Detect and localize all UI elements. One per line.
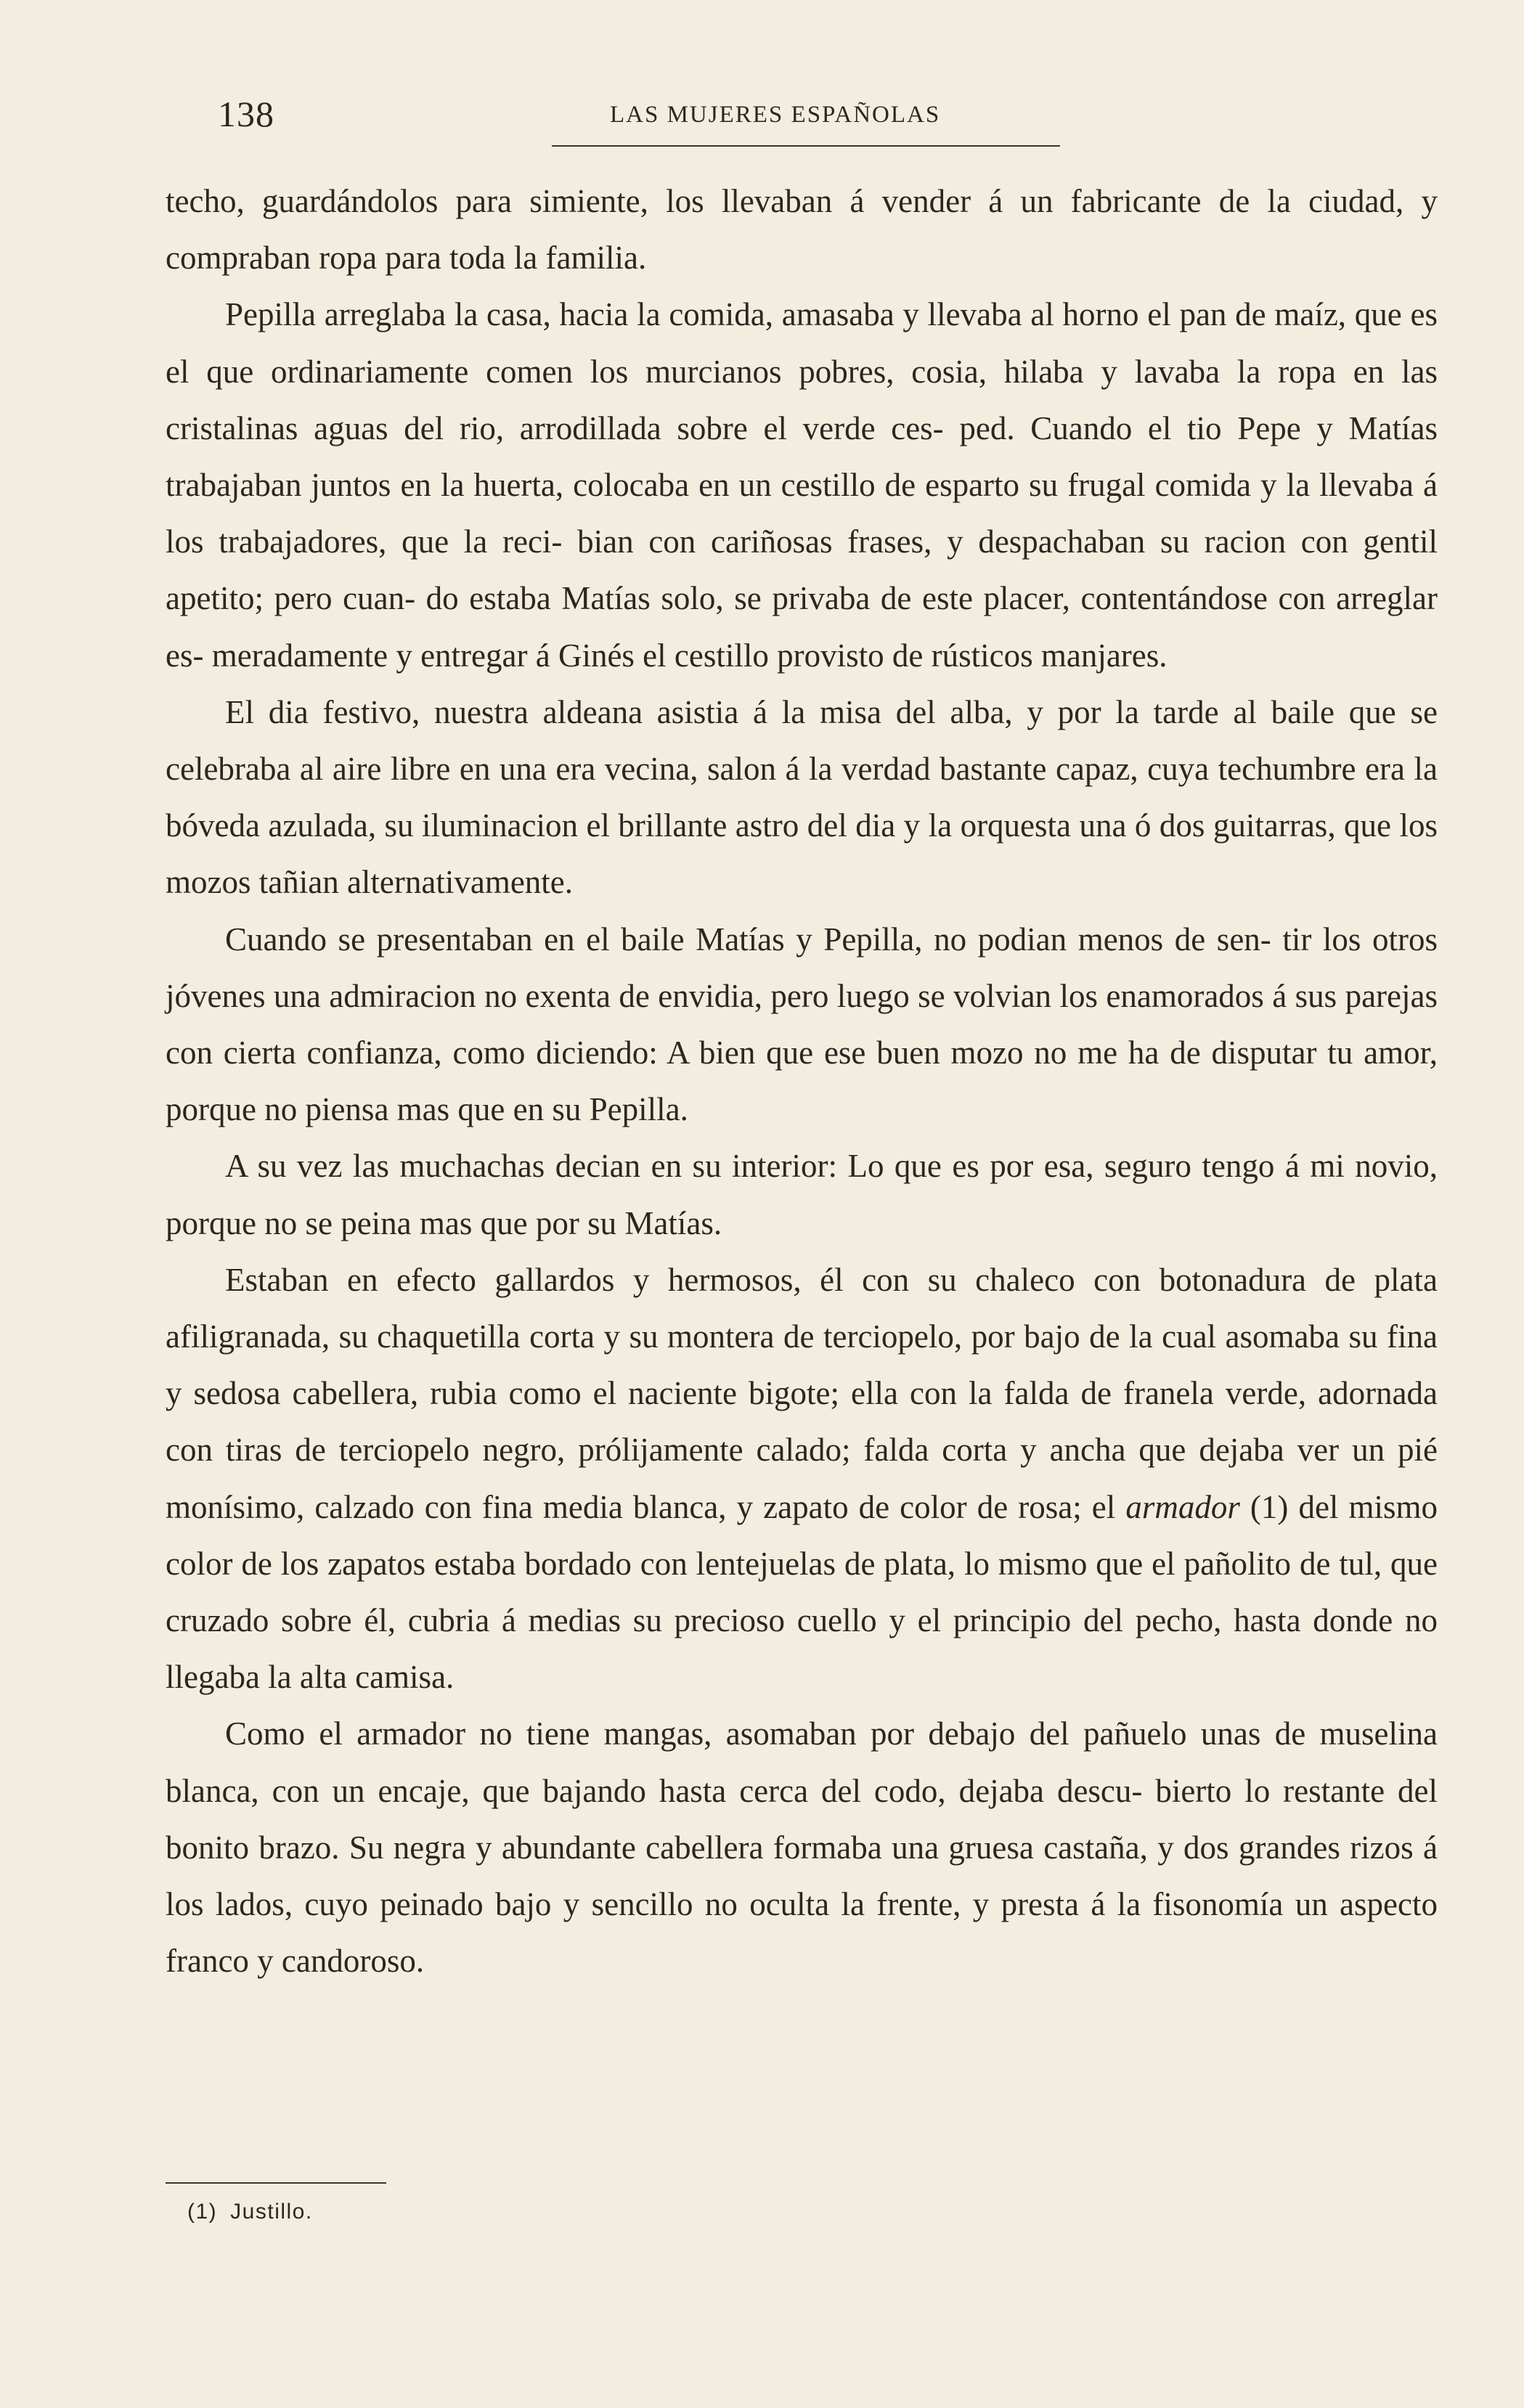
paragraph-6-rest: (1) del mismo color de los zapatos estaba bordado con lentejuelas de plata, lo mismo que el pañolito de tul, que cruzado sobre él, cubria á medias su precioso cuello y el principio del pecho, hasta donde no llegaba la alta camisa. [166, 1488, 1438, 1696]
paragraph-4: Cuando se presentaban en el baile Matías y Pepilla, no podian menos de sen- tir los otros jóvenes una admiracion no exenta de envidia, pero luego se volvian los enamorados á sus parejas con cierta confianza, como diciendo: A bien que ese buen mozo no me ha de disputar tu amor, porque no piensa mas que en su Pepilla. [166, 921, 1438, 1128]
paragraph-6-italic-term: armador [1125, 1488, 1240, 1525]
header-rule [552, 145, 1060, 147]
running-head: LAS MUJERES ESPAÑOLAS [610, 102, 941, 128]
footnote [187, 2200, 313, 2224]
paragraph-7: Como el armador no tiene mangas, asomaban por debajo del pañuelo unas de muselina blanca, con un encaje, que bajando hasta cerca del codo, dejaba descu- bierto lo restante del bonito brazo. Su negra y abundante cabellera formaba una gruesa castaña, y dos grandes rizos á los lados, cuyo peinado bajo y sencillo no oculta la frente, y presta á la fisonomía un aspecto franco y candoroso. [166, 1715, 1438, 1980]
paragraph-3: El dia festivo, nuestra aldeana asistia á la misa del alba, y por la tarde al baile que se celebraba al aire libre en una era vecina, salon á la verdad bastante capaz, cuya techumbre era la bóveda azulada, su iluminacion el brillante astro del dia y la orquesta una ó dos guitarras, que los mozos tañian alternativamente. [166, 693, 1438, 901]
body-text [166, 173, 1438, 1990]
page-number: 138 [218, 94, 274, 134]
paragraph-2: Pepilla arreglaba la casa, hacia la comida, amasaba y llevaba al horno el pan de maíz, que es el que ordinariamente comen los murcianos pobres, cosia, hilaba y lavaba la ropa en las cristalinas aguas del rio, arrodillada sobre el verde ces- ped. Cuando el tio Pepe y Matías trabajaban juntos en la huerta, colocaba en un cestillo de esparto su frugal comida y la llevaba á los trabajadores, que la reci- bian con cariñosas frases, y despachaban su racion con gentil apetito; pero cuan- do estaba Matías solo, se privaba de este placer, contentándose con arreglar es- meradamente y entregar á Ginés el cestillo provisto de rústicos manjares. [166, 296, 1438, 674]
paragraph-6 [166, 1252, 1438, 1706]
paragraph-1: techo, guardándolos para simiente, los llevaban á vender á un fabricante de la ciudad, y compraban ropa para toda la familia. [166, 183, 1438, 277]
page-header [218, 93, 1452, 144]
paragraph-6-text: Estaban en efecto gallardos y hermosos, él con su chaleco con botonadura de plata afiligranada, su chaquetilla corta y su montera de terciopelo, por bajo de la cual asomaba su fina y sedosa cabellera, rubia como el naciente bigote; ella con la falda de franela verde, adornada con tiras de terciopelo negro, prólijamente calado; falda corta y ancha que dejaba ver un pié monísimo, calzado con fina media blanca, y zapato de color de rosa; el [166, 1261, 1438, 1525]
footnote-text: Justillo. [230, 2200, 313, 2224]
paragraph-5: A su vez las muchachas decian en su interior: Lo que es por esa, seguro tengo á mi novio, porque no se peina mas que por su Matías. [166, 1148, 1438, 1241]
footnote-rule [166, 2182, 386, 2184]
footnote-marker: (1) [187, 2200, 218, 2224]
